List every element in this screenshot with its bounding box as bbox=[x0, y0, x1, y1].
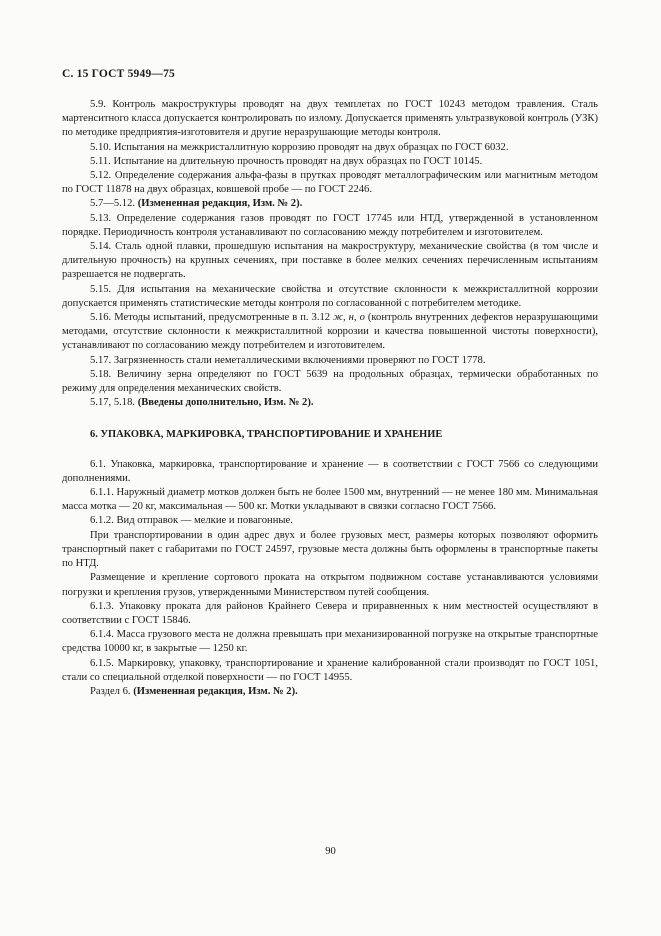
paragraph-6-1-4: 6.1.4. Масса грузового места не должна превышать при механизированной погрузке на открытые транспортные средства 10000 кг, в закрытые — 1250 кг. bbox=[62, 629, 598, 655]
paragraph-5-10: 5.10. Испытания на межкристаллитную коррозию проводят на двух образцах по ГОСТ 6032. bbox=[90, 141, 509, 153]
paragraph-5-16-italic: ж, н, о bbox=[333, 312, 365, 324]
paragraph-5-12: 5.12. Определение содержания альфа-фазы в прутках проводят металлографическим или магнитным методом по ГОСТ 11878 на двух образцах, ковшевой пробе — по ГОСТ 2246. bbox=[62, 170, 598, 196]
amendment-ref: 5.7—5.12. bbox=[90, 198, 136, 210]
paragraph-6-1-1: 6.1.1. Наружный диаметр мотков должен быть не более 1500 мм, внутренний — не менее 180 мм. Минимальная масса мотка — 20 кг, максимальная — 500 кг. Мотки укладывают в связки согласно ГОСТ 7566. bbox=[62, 487, 598, 513]
paragraph-6-1-5: 6.1.5. Маркировку, упаковку, транспортирование и хранение калиброванной стали производят по ГОСТ 1051, стали со специальной отделкой поверхности — по ГОСТ 14955. bbox=[62, 657, 598, 683]
paragraph-5-9: 5.9. Контроль макроструктуры проводят на двух темплетах по ГОСТ 10243 методом травления. Сталь мартенситного класса допускается контролировать по излому. Допускается применять ультразвуковой контроль (УЗК) по методике предприятия-изготовителя и другие неразрушающие методы контроля. bbox=[62, 99, 598, 139]
page-number: 90 bbox=[325, 846, 336, 857]
paragraph-5-17: 5.17. Загрязненность стали неметаллическими включениями проверяют по ГОСТ 1778. bbox=[90, 354, 486, 366]
paragraph-5-11: 5.11. Испытание на длительную прочность проводят на двух образцах по ГОСТ 10145. bbox=[90, 155, 483, 167]
paragraph-6-1-3: 6.1.3. Упаковку проката для районов Крайнего Севера и приравненных к ним местностей осуществляют в соответствии с ГОСТ 15846. bbox=[62, 600, 598, 626]
amendment-ref: 5.17, 5.18. bbox=[90, 397, 136, 409]
paragraph-5-13: 5.13. Определение содержания газов проводят по ГОСТ 17745 или НТД, утвержденной в установленном порядке. Периодичность контроля устанавливают по согласованию между потребителем и изготовителем. bbox=[62, 212, 598, 238]
document-body bbox=[62, 98, 598, 699]
paragraph-5-16-end: (контроль внутренних дефектов неразрушающими методами, отсутствие склонности к межкристаллитной коррозии и качества повышенной чистоты поверхности), устанавливают по согласованию между потребителем и изготовителем. bbox=[62, 312, 598, 352]
paragraph-6-1-2-b: При транспортировании в один адрес двух и более грузовых мест, размеры которых позволяют оформить транспортный пакет с габаритами по ГОСТ 24597, грузовые места должны быть оформлены в транспортные пакеты по НТД. bbox=[62, 529, 598, 570]
amendment-text: (Введены дополнительно, Изм. № 2). bbox=[137, 397, 314, 409]
paragraph-5-15: 5.15. Для испытания на механические свойства и отсутствие склонности к межкристаллитной коррозии допускается применять статистические методы контроля по согласованной с потребителем методике. bbox=[62, 283, 598, 309]
amendment-note-5-17 bbox=[62, 396, 598, 410]
amendment-text: (Измененная редакция, Изм. № 2). bbox=[137, 198, 303, 210]
amendment-ref: Раздел 6. bbox=[90, 685, 131, 697]
amendment-note-5-7 bbox=[62, 197, 598, 211]
paragraph-5-14: 5.14. Сталь одной плавки, прошедшую испытания на макроструктуру, механические свойства (в том числе и длительную прочность) на крупных сечениях, при поставке в более мелких сечениях перечисленным испытаниям разрешается не подвергать. bbox=[62, 241, 598, 281]
paragraph-5-16-start: 5.16. Методы испытаний, предусмотренные в п. 3.12 bbox=[90, 312, 331, 324]
paragraph-6-1-2: 6.1.2. Вид отправок — мелкие и повагонные. bbox=[90, 515, 293, 527]
paragraph-5-18: 5.18. Величину зерна определяют по ГОСТ 5639 на продольных образцах, термически обработанных по режиму для определения механических свойств. bbox=[62, 368, 598, 395]
amendment-note-section-6 bbox=[62, 685, 598, 699]
amendment-text: (Измененная редакция, Изм. № 2). bbox=[133, 685, 298, 697]
paragraph-5-16 bbox=[62, 311, 598, 354]
section-6-title: 6. УПАКОВКА, МАРКИРОВКА, ТРАНСПОРТИРОВАНИЕ И ХРАНЕНИЕ bbox=[90, 429, 443, 441]
page-header: С. 15 ГОСТ 5949—75 bbox=[62, 68, 175, 80]
paragraph-6-1: 6.1. Упаковка, маркировка, транспортирование и хранение — в соответствии с ГОСТ 7566 со следующими дополнениями. bbox=[62, 458, 598, 484]
paragraph-6-1-2-c: Размещение и крепление сортового проката на открытом подвижном составе устанавливаются условиями погрузки и крепления грузов, утвержденными Министерством путей сообщения. bbox=[62, 572, 598, 598]
